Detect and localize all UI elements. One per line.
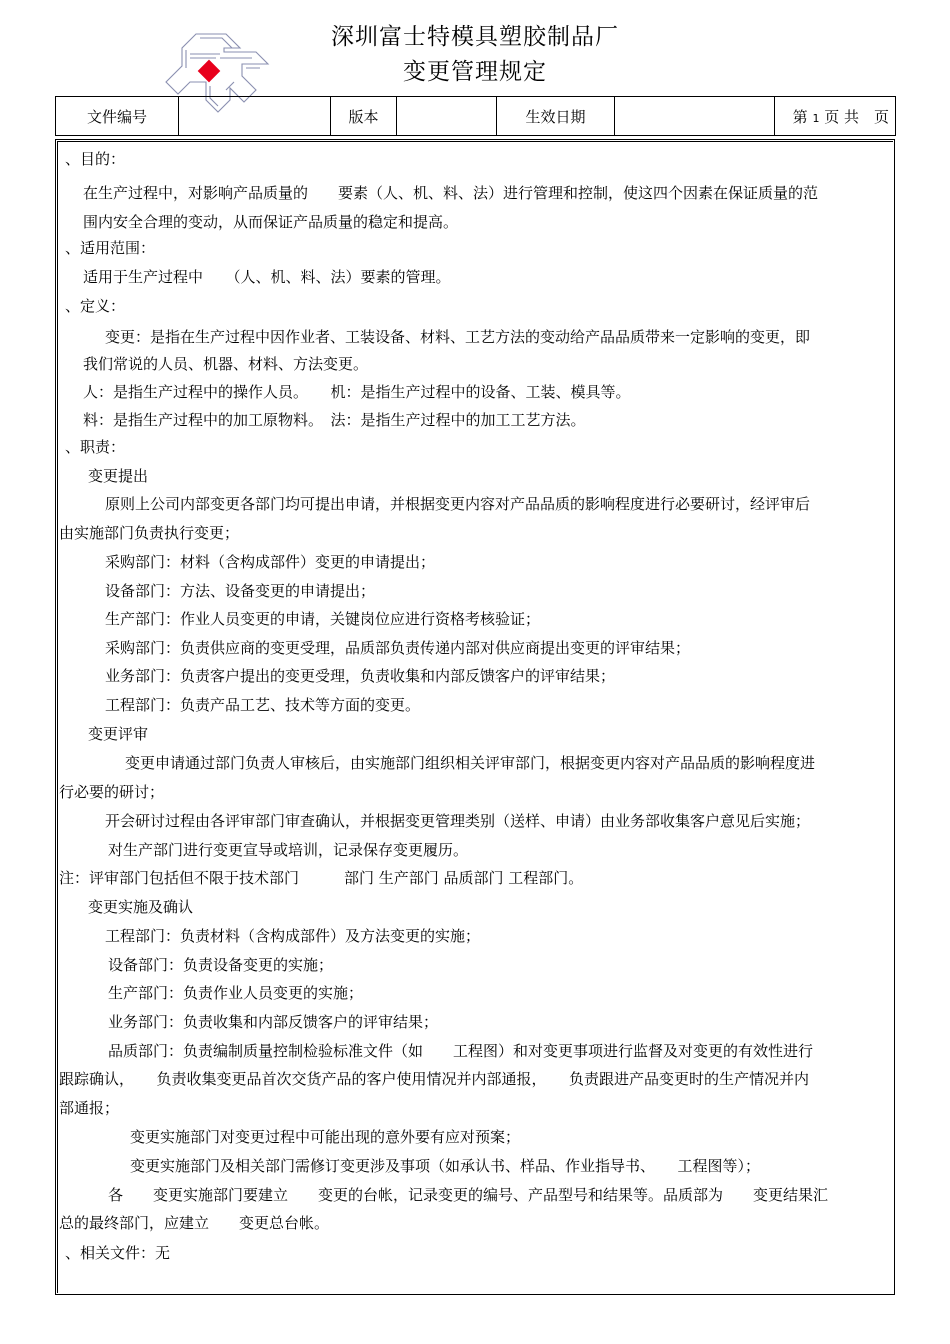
body-line: 生产部门：作业人员变更的申请，关键岗位应进行资格考核验证； [105, 610, 541, 628]
subsection-heading: 变更实施及确认 [88, 898, 194, 916]
body-line: 在生产过程中，对影响产品质量的 要素（人、机、料、法）进行管理和控制，使这四个因素在保证质量的范 [83, 184, 819, 202]
doc-number-value [179, 97, 331, 136]
note-line: 注：评审部门包括但不限于技术部门 部门 生产部门 品质部门 工程部门。 [59, 869, 584, 887]
page-suffix: 页 共 页 [824, 107, 889, 126]
body-line: 各 变更实施部门要建立 变更的台帐，记录变更的编号、产品型号和结果等。品质部为 变更结果汇 [108, 1186, 829, 1204]
body-line: 品质部门：负责编制质量控制检验标准文件（如 工程图）和对变更事项进行监督及对变更的有效性进行 [108, 1042, 814, 1060]
logo-red-diamond [198, 60, 221, 83]
document-info-table [55, 96, 896, 136]
section-responsibility-heading: 、职责： [65, 438, 126, 456]
body-line: 变更实施部门对变更过程中可能出现的意外要有应对预案； [130, 1128, 521, 1146]
section-scope-heading: 、适用范围： [65, 239, 156, 257]
body-line: 对生产部门进行变更宣导或培训，记录保存变更履历。 [108, 841, 469, 859]
document-body-box [55, 139, 895, 1295]
body-line: 工程部门：负责产品工艺、技术等方面的变更。 [105, 696, 421, 714]
body-line: 总的最终部门，应建立 变更总台帐。 [59, 1214, 330, 1232]
section-purpose-heading: 、目的： [65, 150, 126, 168]
subsection-heading: 变更评审 [88, 725, 149, 743]
body-line: 原则上公司内部变更各部门均可提出申请，并根据变更内容对产品品质的影响程度进行必要研讨，经评审后 [105, 495, 811, 513]
body-line: 跟踪确认， 负责收集变更品首次交货产品的客户使用情况并内部通报， 负责跟进产品变更时的生产情况并内 [59, 1070, 810, 1088]
subsection-heading: 变更提出 [88, 467, 149, 485]
body-line: 工程部门：负责材料（含构成部件）及方法变更的实施； [105, 927, 481, 945]
page-indicator [775, 97, 896, 136]
body-line: 部通报； [59, 1099, 120, 1117]
body-line: 设备部门：负责设备变更的实施； [108, 956, 334, 974]
effective-date-value [615, 97, 775, 136]
body-line: 变更申请通过部门负责人审核后，由实施部门组织相关评审部门，根据变更内容对产品品质的影响程度进 [125, 754, 816, 772]
version-label: 版本 [331, 97, 397, 136]
body-line: 行必要的研讨； [59, 783, 165, 801]
effective-date-label: 生效日期 [497, 97, 615, 136]
body-line: 设备部门：方法、设备变更的申请提出； [105, 582, 376, 600]
body-line: 料：是指生产过程中的加工原物料。 法：是指生产过程中的加工工艺方法。 [83, 411, 586, 429]
body-line: 变更：是指在生产过程中因作业者、工装设备、材料、工艺方法的变动给产品品质带来一定影响的变更，即 [105, 328, 811, 346]
body-line: 业务部门：负责客户提出的变更受理，负责收集和内部反馈客户的评审结果； [105, 667, 616, 685]
body-line: 适用于生产过程中 （人、机、料、法）要素的管理。 [83, 268, 451, 286]
body-line: 由实施部门负责执行变更； [59, 524, 240, 542]
page-prefix: 第 [792, 107, 808, 126]
body-line: 采购部门：材料（含构成部件）变更的申请提出； [105, 553, 436, 571]
body-line: 开会研讨过程由各评审部门审查确认，并根据变更管理类别（送样、申请）由业务部收集客户意见后实施； [105, 812, 811, 830]
section-related-documents: 、相关文件：无 [65, 1244, 171, 1262]
company-name: 深圳富士特模具塑胶制品厂 [331, 24, 619, 50]
page-number: 1 [812, 111, 820, 125]
body-line: 变更实施部门及相关部门需修订变更涉及事项（如承认书、样品、作业指导书、 工程图等）； [130, 1157, 761, 1175]
version-value [397, 97, 497, 136]
body-line: 业务部门：负责收集和内部反馈客户的评审结果； [108, 1013, 439, 1031]
body-line: 我们常说的人员、机器、材料、方法变更。 [83, 355, 369, 373]
body-line: 生产部门：负责作业人员变更的实施； [108, 984, 364, 1002]
body-line: 围内安全合理的变动，从而保证产品质量的稳定和提高。 [83, 213, 459, 231]
body-line: 采购部门：负责供应商的变更受理，品质部负责传递内部对供应商提出变更的评审结果； [105, 639, 691, 657]
body-line: 人：是指生产过程中的操作人员。 机：是指生产过程中的设备、工装、模具等。 [83, 383, 631, 401]
document-title: 变更管理规定 [403, 59, 547, 85]
doc-number-label: 文件编号 [56, 97, 179, 136]
section-definition-heading: 、定义： [65, 297, 126, 315]
